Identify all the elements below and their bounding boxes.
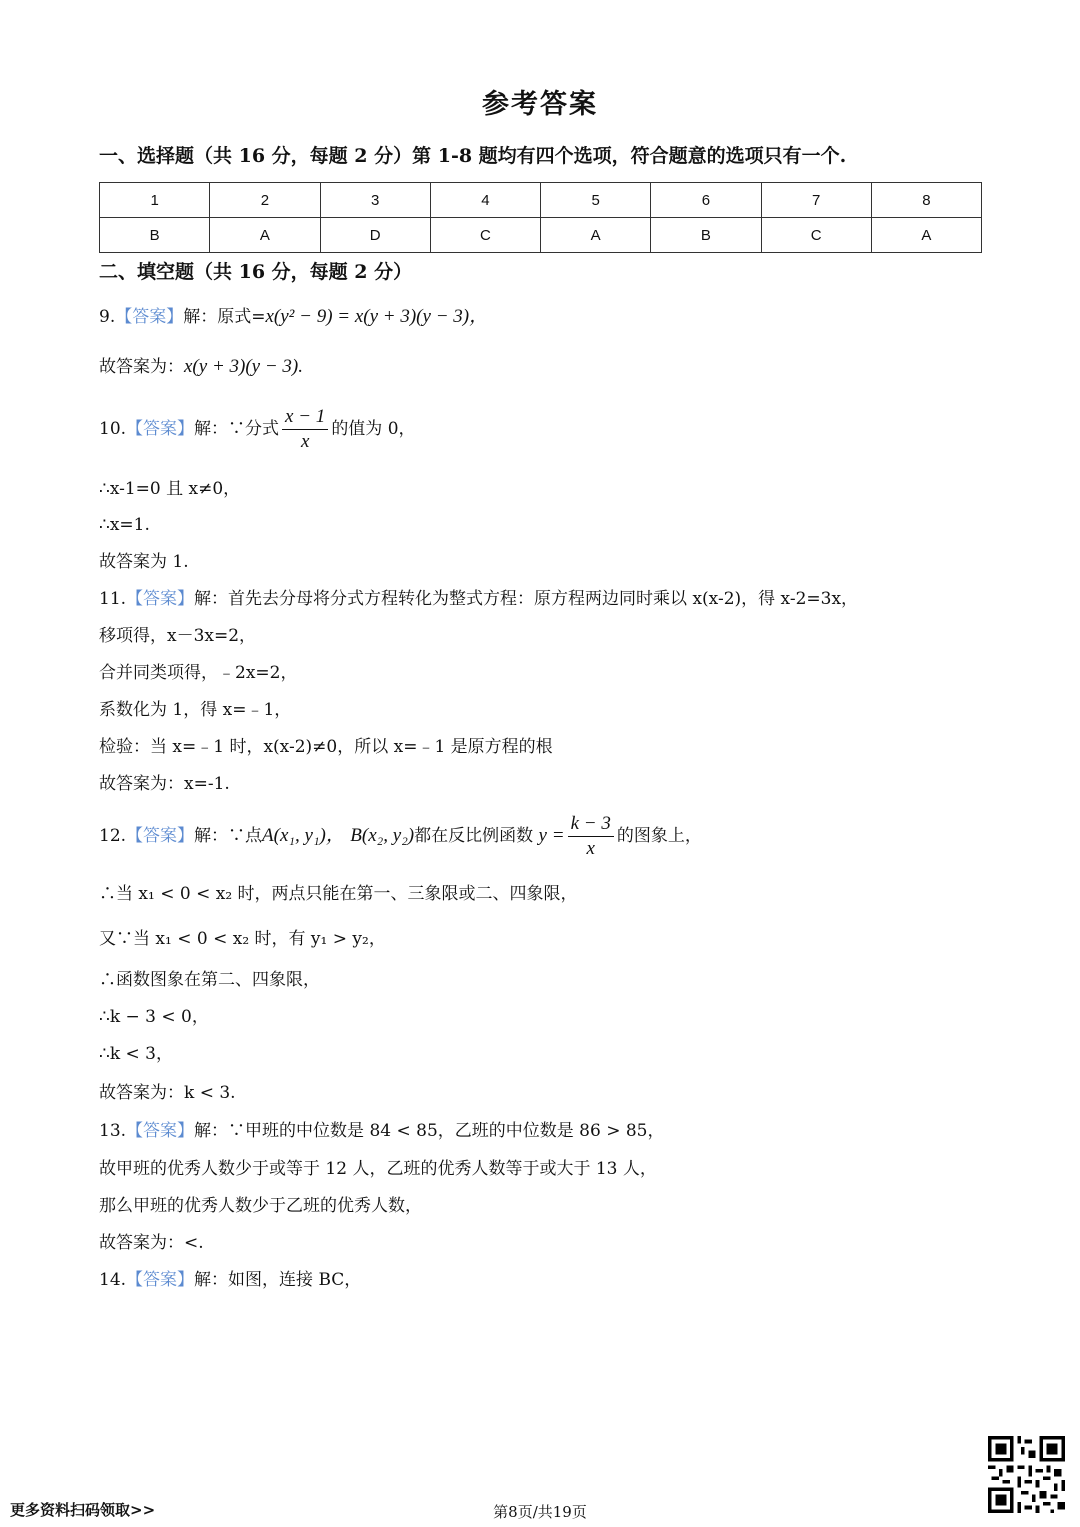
answer-tag: 【答案】 [126, 419, 195, 439]
answer-tag: 【答案】 [126, 1121, 195, 1141]
math-expression: x(y + 3)(y − 3). [184, 356, 304, 377]
table-cell: 5 [541, 183, 651, 218]
answer-table [99, 182, 982, 253]
q10-line-3: ∴x=1. [99, 515, 150, 535]
table-cell: B [100, 218, 210, 253]
q9-line-1 [99, 306, 488, 328]
q13-line-2: 故甲班的优秀人数少于或等于 12 人，乙班的优秀人数等于或大于 13 人， [99, 1159, 657, 1179]
text: 解：∵甲班的中位数是 84 < 85，乙班的中位数是 86 > 85， [194, 1121, 665, 1141]
fraction [568, 812, 614, 861]
table-cell: D [320, 218, 430, 253]
q12-line-3: 又∵当 x₁ < 0 < x₂ 时，有 y₁ > y₂， [99, 929, 386, 949]
q12-line-5: ∴k − 3 < 0， [99, 1007, 209, 1027]
answer-table-answer-row [100, 218, 982, 253]
text: 解：∵分式 [194, 419, 280, 439]
fraction-denominator: x [586, 838, 595, 859]
question-number: 9. [99, 307, 116, 327]
table-cell: C [761, 218, 871, 253]
page-title: 参考答案 [482, 89, 598, 120]
table-cell: A [871, 218, 981, 253]
fraction-denominator: x [300, 431, 310, 452]
q13-line-1 [99, 1120, 665, 1142]
table-cell: 1 [100, 183, 210, 218]
q11-line-2: 移项得，x－3x=2， [99, 626, 257, 646]
text: 的图象上， [616, 826, 702, 846]
q10-line-2: ∴x-1=0 且 x≠0， [99, 479, 241, 499]
question-number: 12. [99, 826, 127, 846]
text: 解：如图，连接 BC， [194, 1270, 362, 1290]
table-cell: 8 [871, 183, 981, 218]
table-cell: 7 [761, 183, 871, 218]
fraction [282, 405, 328, 454]
q10-line-1 [99, 405, 416, 454]
q11-line-5: 检验：当 x=﹣1 时，x(x-2)≠0，所以 x=﹣1 是原方程的根 [99, 737, 553, 757]
question-number: 11. [99, 589, 127, 609]
q11-line-3: 合并同类项得，﹣2x=2， [99, 663, 298, 683]
text: 的值为 0， [331, 419, 416, 439]
section-heading-choice: 一、选择题（共 16 分，每题 2 分）第 1-8 题均有四个选项，符合题意的选项只有一个. [99, 145, 847, 167]
table-cell: C [430, 218, 540, 253]
q10-line-4: 故答案为 1. [99, 552, 189, 572]
answer-tag: 【答案】 [126, 589, 195, 609]
q12-line-7: 故答案为：k < 3. [99, 1083, 236, 1103]
table-cell: 6 [651, 183, 761, 218]
answer-tag: 【答案】 [126, 1270, 195, 1290]
q9-line-2 [99, 356, 303, 378]
q12-line-6: ∴k < 3， [99, 1044, 173, 1064]
answer-tag: 【答案】 [115, 307, 184, 327]
q13-line-4: 故答案为：<. [99, 1233, 204, 1253]
q11-line-4: 系数化为 1，得 x=﹣1， [99, 700, 292, 720]
point-a: A(x₁, y₁)， [262, 825, 345, 846]
fraction-numerator: x − 1 [282, 405, 328, 430]
footer-scan-link[interactable]: 更多资料扫码领取>> [10, 1501, 156, 1519]
q13-line-3: 那么甲班的优秀人数少于乙班的优秀人数， [99, 1196, 422, 1216]
q14-line-1 [99, 1269, 361, 1291]
fraction-numerator: k − 3 [568, 812, 614, 837]
table-cell: A [541, 218, 651, 253]
q11-line-1 [99, 588, 858, 610]
question-number: 13. [99, 1121, 127, 1141]
text: 解：原式= [183, 307, 266, 327]
q12-line-1 [99, 812, 702, 861]
text: 故答案为： [99, 357, 184, 377]
q12-line-4: ∴函数图象在第二、四象限， [99, 970, 320, 990]
question-number: 10. [99, 419, 127, 439]
text: 解：∵点 [194, 826, 263, 846]
table-cell: A [210, 218, 320, 253]
section-heading-fill: 二、填空题（共 16 分，每题 2 分） [99, 261, 413, 283]
answer-tag: 【答案】 [126, 826, 195, 846]
point-b: B(x₂, y₂) [350, 825, 415, 846]
q11-line-6: 故答案为：x=-1. [99, 774, 230, 794]
page-number: 第8页/共19页 [493, 1503, 587, 1521]
table-cell: 4 [430, 183, 540, 218]
table-cell: B [651, 218, 761, 253]
q12-line-2: ∴当 x₁ < 0 < x₂ 时，两点只能在第一、三象限或二、四象限， [99, 884, 578, 904]
table-cell: 3 [320, 183, 430, 218]
answer-table-number-row [100, 183, 982, 218]
math-expression: x(y² − 9) = x(y + 3)(y − 3)， [265, 306, 489, 327]
table-cell: 2 [210, 183, 320, 218]
text: 解：首先去分母将分式方程转化为整式方程：原方程两边同时乘以 x(x-2)，得 x-2=3x， [194, 589, 859, 609]
question-number: 14. [99, 1270, 127, 1290]
math-expression: y = [538, 825, 565, 846]
text: 都在反比例函数 [414, 826, 534, 846]
